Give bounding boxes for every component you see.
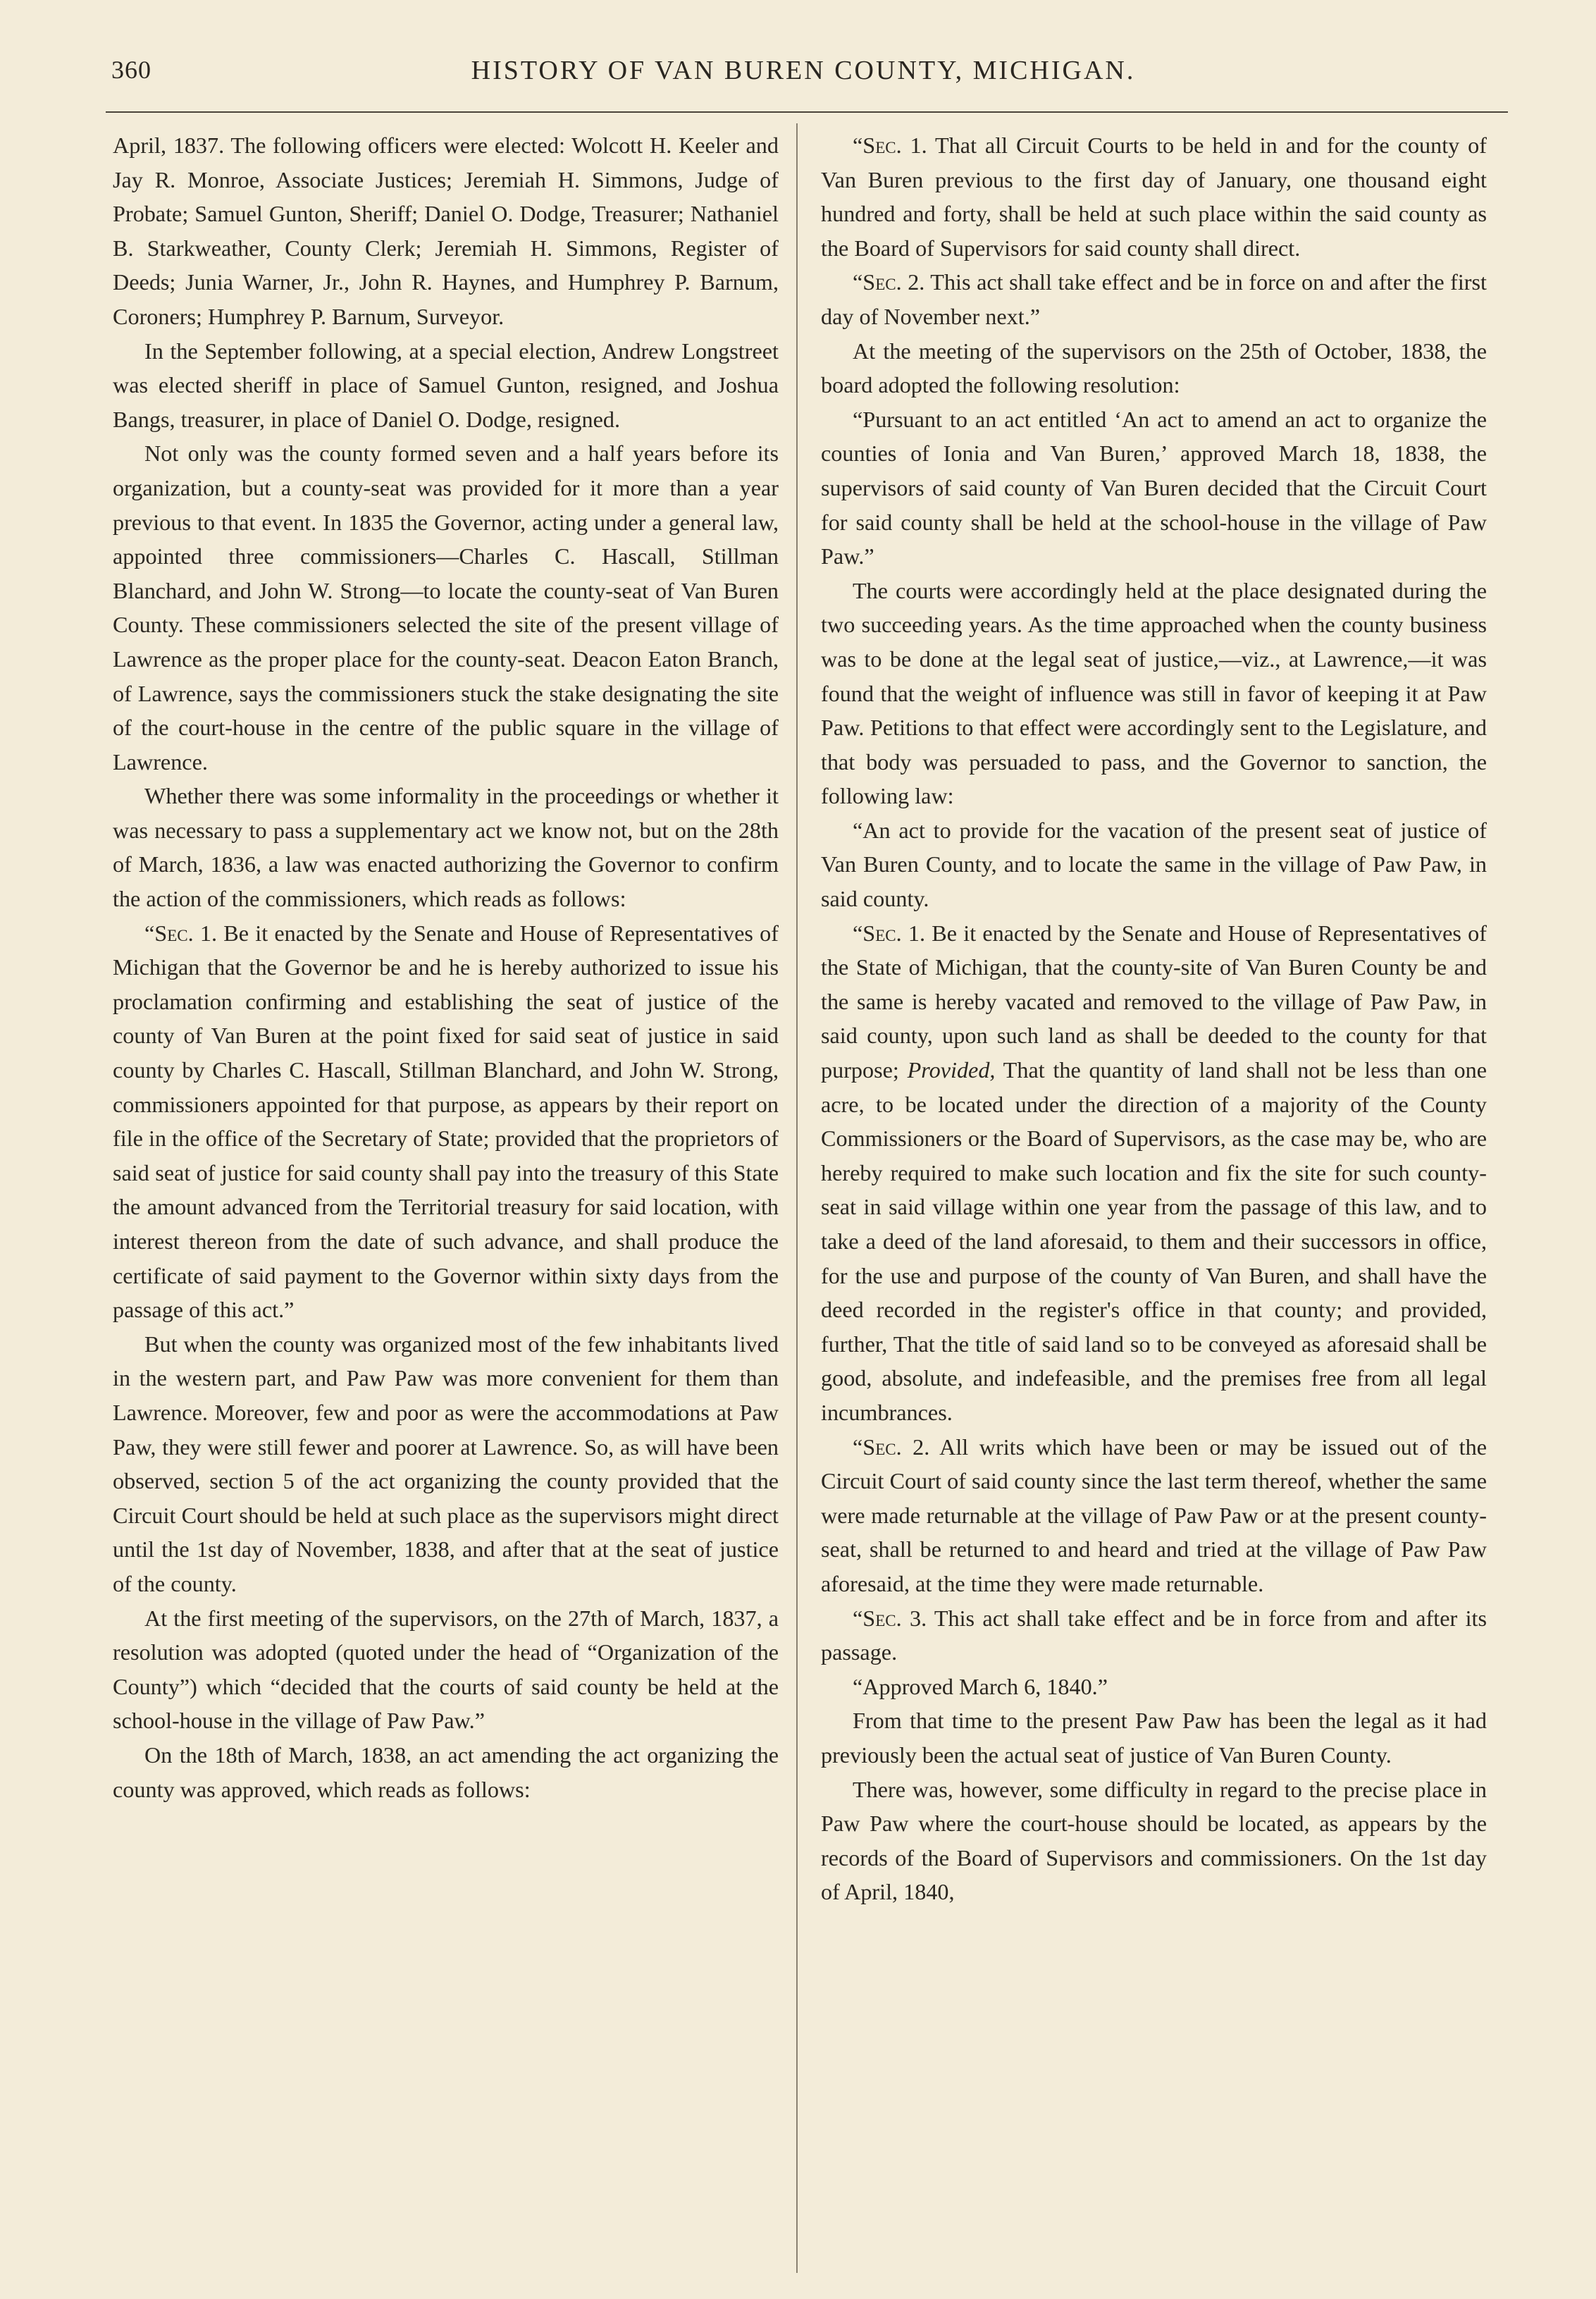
paragraph: On the 18th of March, 1838, an act amending the act organizing the county was approved, which reads as follows: — [113, 1742, 779, 1802]
approval-line: “Approved March 6, 1840.” — [853, 1673, 1108, 1699]
left-column — [113, 128, 779, 1806]
header-rule — [106, 111, 1508, 113]
statute-quote — [821, 128, 1487, 265]
paragraph: There was, however, some difficulty in regard to the precise place in Paw Paw where the court-house should be located, as appears by the records of the Board of Supervisors and commissioners. On the 1st day of April, 1840, — [821, 1776, 1487, 1905]
paragraph: At the first meeting of the supervisors, on the 27th of March, 1837, a resolution was adopted (quoted under the head of “Organization of the County”) which “decided that the courts of said county be held at the school-house in the village of Paw Paw.” — [113, 1605, 779, 1734]
right-column — [821, 128, 1487, 1909]
statute-text: 1. Be it enacted by the Senate and House of Representatives of Michigan that the Governor be and he is hereby authorized to issue his proclamation confirming and establishing the seat of justice of the county of Van Buren at the point fixed for said seat of justice in said county by Charles C. Hascall, Stillman Blanchard, and John W. Strong, commissioners appointed for that purpose, as appears by their report on file in the office of the Secretary of State; provided that the proprietors of said seat of justice for said county shall pay into the treasury of this State the amount advanced from the Territorial treasury for said location, with interest thereon from the date of such advance, and shall produce the certificate of said payment to the Governor within sixty days from the passage of this act.” — [113, 920, 779, 1323]
statute-quote — [821, 1430, 1487, 1601]
statute-text: 1. That all Circuit Courts to be held in and for the county of Van Buren previous to the first day of January, one thousand eight hundred and forty, shall be held at such place within the said county as the Board of Supervisors for said county shall direct. — [821, 132, 1487, 261]
paragraph: But when the county was organized most of the few inhabitants lived in the western part, and Paw Paw was more convenient for them than Lawrence. Moreover, few and poor as were the accommodations at Paw Paw, they were still fewer and poorer at Lawrence. So, as will have been observed, section 5 of the act organizing the county provided that the Circuit Court should be held at such place as the supervisors might direct until the 1st day of November, 1838, and after that at the seat of justice of the county. — [113, 1331, 779, 1596]
statute-quote — [821, 916, 1487, 1430]
section-label: Sec. — [862, 1434, 902, 1460]
open-quote: “ — [144, 920, 155, 946]
statute-quote — [821, 1601, 1487, 1670]
statute-text: 2. This act shall take effect and be in force on and after the first day of November next.” — [821, 269, 1487, 329]
section-label: Sec. — [862, 132, 902, 158]
resolution-quote: “Pursuant to an act entitled ‘An act to amend an act to organize the counties of Ionia and Van Buren,’ approved March 18, 1838, the supervisors of said county of Van Buren decided that the Circuit Court for said county shall be held at the school-house in the village of Paw Paw.” — [821, 406, 1487, 569]
paragraph: The courts were accordingly held at the place designated during the two succeeding years. As the time approached when the county business was to be done at the legal seat of justice,—viz., at Lawrence,—it was found that the weight of influence was still in favor of keeping it at Paw Paw. Petitions to that effect were accordingly sent to the Legislature, and that body was persuaded to pass, and the Governor to sanction, the following law: — [821, 577, 1487, 809]
statute-text: That the quantity of land shall not be less than one acre, to be located under the direction of a majority of the County Commissioners or the Board of Supervisors, as the case may be, who are hereby required to make such location and fix the site for such county-seat in said village within one year from the passage of this law, and to take a deed of the land aforesaid, to them and their successors in office, for the use and purpose of the county of Van Buren, and shall have the deed recorded in the register's office in that county; and provided, further, That the title of said land so to be conveyed as aforesaid shall be good, absolute, and indefeasible, and the premises free from all legal incumbrances. — [821, 1057, 1487, 1425]
open-quote: “ — [853, 1605, 863, 1631]
statute-text: 1. Be it enacted by the Senate and House of Representatives of the State of Michigan, that the county-site of Van Buren County be and the same is hereby vacated and removed to the village of Paw Paw, in said county, upon such land as shall be deeded to the county for that purpose; — [821, 920, 1487, 1083]
open-quote: “ — [853, 1434, 863, 1460]
statute-text: 2. All writs which have been or may be issued out of the Circuit Court of said county since the last term thereof, whether the same were made returnable at the village of Paw Paw or at the present county-seat, shall be returned to and heard and tried at the village of Paw Paw aforesaid, at the time they were made returnable. — [821, 1434, 1487, 1596]
section-label: Sec. — [862, 1605, 902, 1631]
act-title-quote: “An act to provide for the vacation of the present seat of justice of Van Buren County, and to locate the same in the village of Paw Paw, in said county. — [821, 817, 1487, 912]
page-number: 360 — [111, 56, 151, 84]
paragraph: From that time to the present Paw Paw has been the legal as it had previously been the actual seat of justice of Van Buren County. — [821, 1708, 1487, 1768]
paragraph: In the September following, at a special election, Andrew Longstreet was elected sheriff in place of Samuel Gunton, resigned, and Joshua Bangs, treasurer, in place of Daniel O. Dodge, resigned. — [113, 338, 779, 432]
running-title: HISTORY OF VAN BUREN COUNTY, MICHIGAN. — [471, 56, 1136, 85]
section-label: Sec. — [154, 920, 194, 946]
paragraph: Not only was the county formed seven and a half years before its organization, but a county-seat was provided for it more than a year previous to that event. In 1835 the Governor, acting under a general law, appointed three commissioners—Charles C. Hascall, Stillman Blanchard, and John W. Strong—to locate the county-seat of Van Buren County. These commissioners selected the site of the present village of Lawrence as the proper place for the county-seat. Deacon Eaton Branch, of Lawrence, says the commissioners stuck the stake designating the site of the court-house in the centre of the public square in the village of Lawrence. — [113, 440, 779, 775]
statute-text: 3. This act shall take effect and be in force from and after its passage. — [821, 1605, 1487, 1665]
paragraph: Whether there was some informality in the proceedings or whether it was necessary to pass a supplementary act we know not, but on the 28th of March, 1836, a law was enacted authorizing the Governor to confirm the action of the commissioners, which reads as follows: — [113, 783, 779, 912]
proviso-italic: Provided, — [907, 1057, 996, 1083]
paragraph: April, 1837. The following officers were elected: Wolcott H. Keeler and Jay R. Monroe, Associate Justices; Jeremiah H. Simmons, Judge of Probate; Samuel Gunton, Sheriff; Daniel O. Dodge, Treasurer; Nathaniel B. Starkweather, County Clerk; Jeremiah H. Simmons, Register of Deeds; Junia Warner, Jr., John R. Haynes, and Humphrey P. Barnum, Coroners; Humphrey P. Barnum, Surveyor. — [113, 132, 779, 329]
statute-quote — [113, 916, 779, 1327]
open-quote: “ — [853, 920, 863, 946]
statute-quote — [821, 265, 1487, 333]
section-label: Sec. — [862, 269, 902, 295]
paragraph: At the meeting of the supervisors on the 25th of October, 1838, the board adopted the following resolution: — [821, 338, 1487, 398]
section-label: Sec. — [862, 920, 902, 946]
open-quote: “ — [853, 269, 863, 295]
open-quote: “ — [853, 132, 863, 158]
column-divider — [796, 123, 798, 2273]
page-header — [106, 51, 1501, 93]
